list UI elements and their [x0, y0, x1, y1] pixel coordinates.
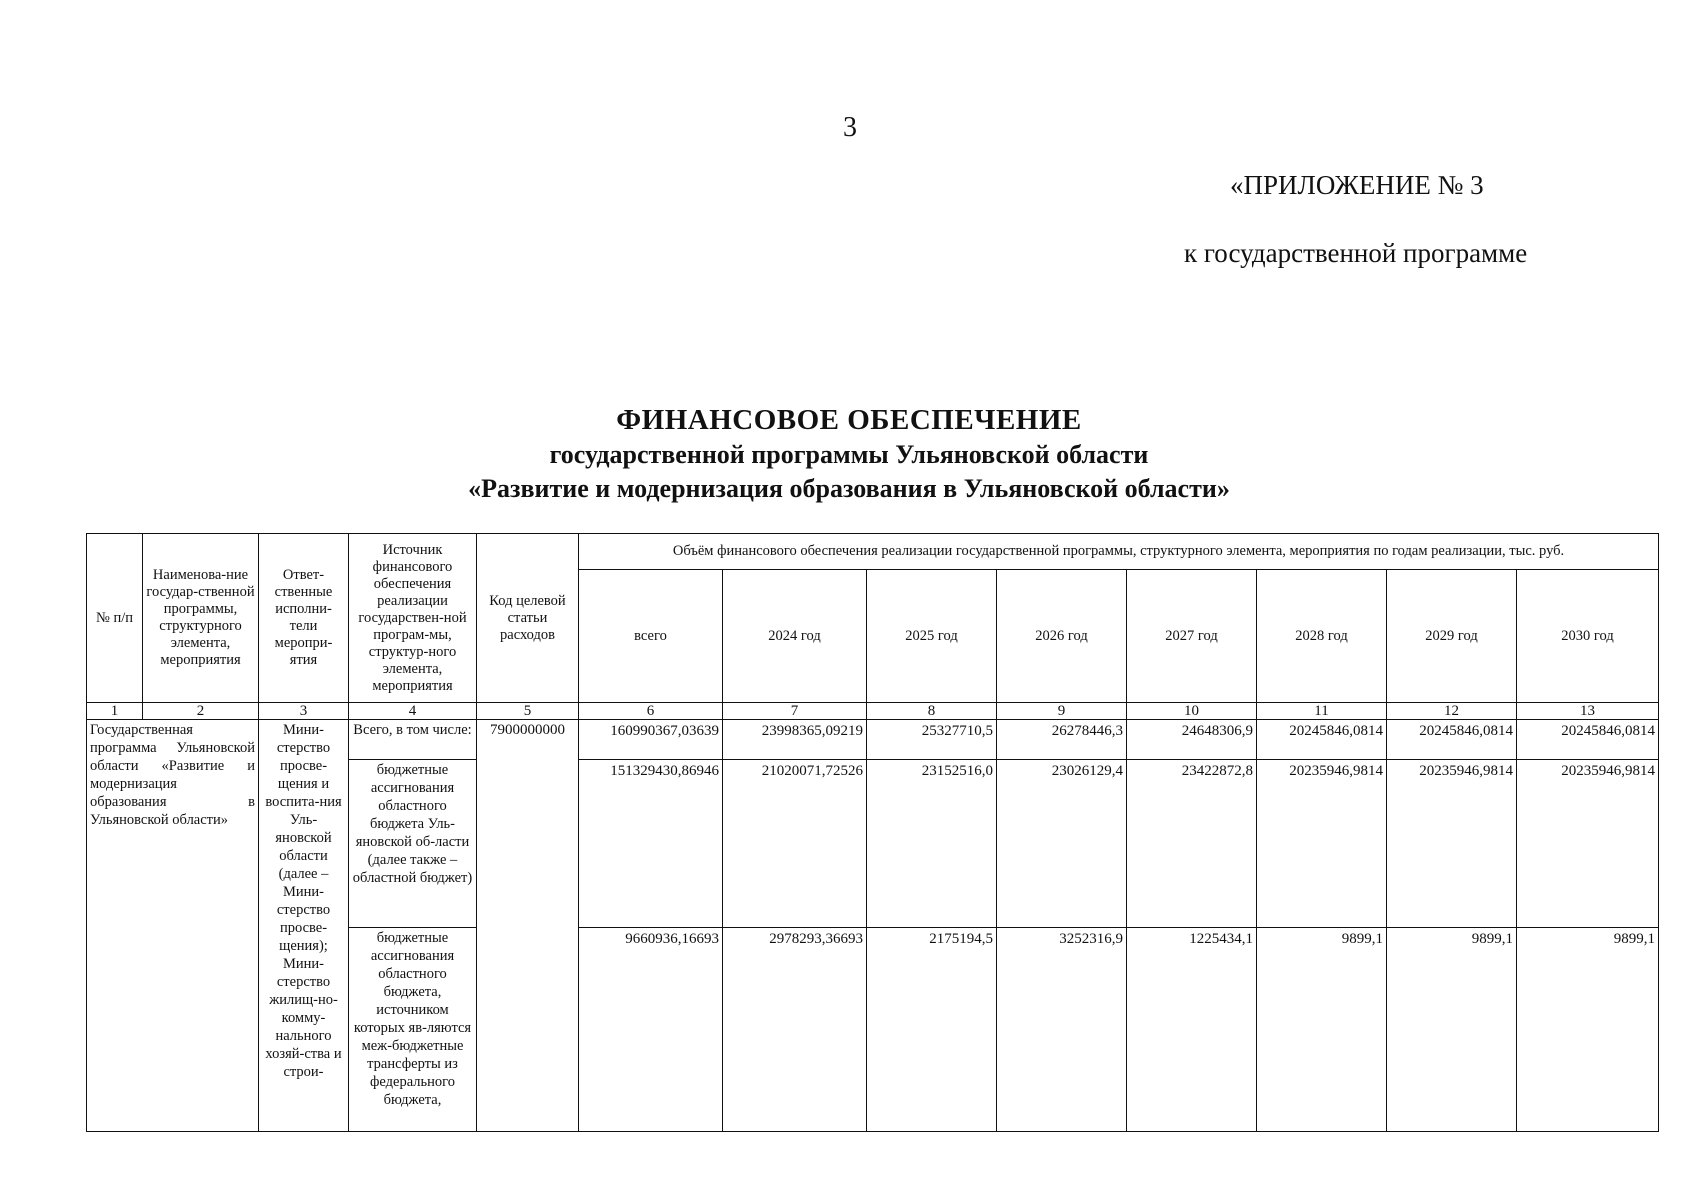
header-year: 2028 год: [1257, 570, 1387, 703]
value-2026: 23026129,4: [997, 760, 1127, 928]
financing-table: [86, 533, 1659, 1132]
column-number: 1: [87, 703, 143, 720]
value-2024: 21020071,72526: [723, 760, 867, 928]
value-2028: 20235946,9814: [1257, 760, 1387, 928]
header-volume: Объём финансового обеспечения реализации государственной программы, структурного элемента, мероприятия по годам реализации, тыс. руб.: [579, 534, 1659, 570]
title-line-1: ФИНАНСОВОЕ ОБЕСПЕЧЕНИЕ: [616, 404, 1082, 436]
appendix-label: «ПРИЛОЖЕНИЕ № 3: [1230, 170, 1484, 200]
column-number: 5: [477, 703, 579, 720]
column-number: 10: [1127, 703, 1257, 720]
document-title: [0, 402, 1698, 506]
value-2027: 1225434,1: [1127, 928, 1257, 1132]
header-year: 2027 год: [1127, 570, 1257, 703]
header-code: Код целевой статьи расходов: [477, 534, 579, 703]
value-2024: 23998365,09219: [723, 720, 867, 760]
program-name: Государственная программа Ульяновской области «Развитие и модернизация образования в Ульяновской области»: [87, 720, 259, 1132]
value-2026: 3252316,9: [997, 928, 1127, 1132]
page-number: 3: [843, 112, 857, 143]
column-number: 9: [997, 703, 1127, 720]
value-total: 151329430,86946: [579, 760, 723, 928]
title-line-3: «Развитие и модернизация образования в Ульяновской области»: [468, 474, 1230, 503]
value-2027: 23422872,8: [1127, 760, 1257, 928]
column-number: 11: [1257, 703, 1387, 720]
header-year: 2024 год: [723, 570, 867, 703]
header-year: 2030 год: [1517, 570, 1659, 703]
column-number: 3: [259, 703, 349, 720]
title-line-2: государственной программы Ульяновской области: [549, 440, 1149, 469]
value-2029: 20245846,0814: [1387, 720, 1517, 760]
column-number: 7: [723, 703, 867, 720]
header-year: 2026 год: [997, 570, 1127, 703]
value-2030: 20245846,0814: [1517, 720, 1659, 760]
table-row: [87, 720, 1659, 760]
header-responsible: Ответ-ственные исполни-тели меропри-ятия: [259, 534, 349, 703]
value-total: 9660936,16693: [579, 928, 723, 1132]
funding-source: бюджетные ассигнования областного бюджета, источником которых яв-ляются меж-бюджетные трансферты из федерального бюджета,: [349, 928, 477, 1132]
value-2029: 20235946,9814: [1387, 760, 1517, 928]
header-total: всего: [579, 570, 723, 703]
column-number: 13: [1517, 703, 1659, 720]
value-2024: 2978293,36693: [723, 928, 867, 1132]
value-2025: 23152516,0: [867, 760, 997, 928]
funding-source: бюджетные ассигнования областного бюджета Уль-яновской об-ласти (далее также – областной бюджет): [349, 760, 477, 928]
column-number: 12: [1387, 703, 1517, 720]
appendix-reference: к государственной программе: [1184, 238, 1528, 268]
header-num: № п/п: [87, 534, 143, 703]
value-2027: 24648306,9: [1127, 720, 1257, 760]
column-number: 2: [143, 703, 259, 720]
responsible-executors: Мини-стерство просве-щения и воспита-ния Уль-яновской области (далее – Мини-стерство просве-щения); Мини-стерство жилищ-но-комму-нального хозяй-ства и строи-: [259, 720, 349, 1132]
value-2025: 25327710,5: [867, 720, 997, 760]
value-2026: 26278446,3: [997, 720, 1127, 760]
header-year: 2025 год: [867, 570, 997, 703]
header-year: 2029 год: [1387, 570, 1517, 703]
value-2030: 20235946,9814: [1517, 760, 1659, 928]
column-number-row: [87, 703, 1659, 720]
value-2028: 9899,1: [1257, 928, 1387, 1132]
expense-code: 7900000000: [477, 720, 579, 1132]
value-2025: 2175194,5: [867, 928, 997, 1132]
funding-source: Всего, в том числе:: [349, 720, 477, 760]
header-row: [87, 534, 1659, 570]
value-2029: 9899,1: [1387, 928, 1517, 1132]
value-2028: 20245846,0814: [1257, 720, 1387, 760]
value-total: 160990367,03639: [579, 720, 723, 760]
header-name: Наименова-ние государ-ственной программы, структурного элемента, мероприятия: [143, 534, 259, 703]
column-number: 8: [867, 703, 997, 720]
header-source: Источник финансового обеспечения реализации государствен-ной програм-мы, структур-ного элемента, мероприятия: [349, 534, 477, 703]
column-number: 4: [349, 703, 477, 720]
column-number: 6: [579, 703, 723, 720]
value-2030: 9899,1: [1517, 928, 1659, 1132]
